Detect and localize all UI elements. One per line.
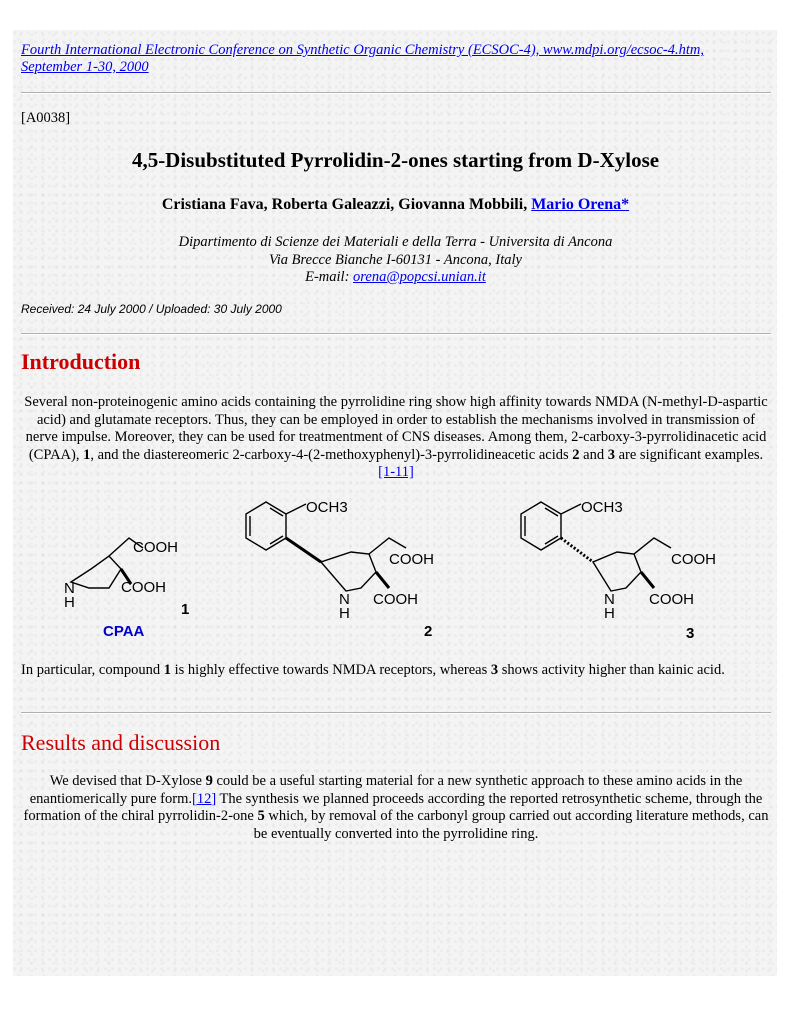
paper-title: 4,5-Disubstituted Pyrrolidin-2-ones starting from D-Xylose: [131, 148, 660, 172]
nh-n-label: N: [604, 591, 615, 608]
reference-link[interactable]: [12]: [191, 790, 217, 807]
affiliation: [0, 234, 791, 287]
compound-label-3: 3: [686, 625, 695, 642]
email-link[interactable]: orena@popcsi.unian.it: [353, 269, 486, 285]
email-line: [0, 269, 791, 287]
results-heading: Results and discussion: [21, 730, 221, 755]
conference-link[interactable]: Fourth International Electronic Conference on Synthetic Organic Chemistry (ECSOC-4), www.mdpi.org/ecsoc-4.htm, September 1-30, 2000: [21, 42, 705, 75]
structures-figure: [21, 496, 771, 646]
affiliation-line-1: Dipartimento di Scienze dei Materiali e della Terra - Universita di Ancona: [178, 234, 613, 250]
och3-label: OCH3: [581, 499, 623, 516]
introduction-paragraph-2: In particular, compound 1 is highly effective towards NMDA receptors, whereas 3 shows activity higher than kainic acid.: [21, 662, 725, 678]
cooh-label: COOH: [373, 591, 418, 608]
authors-list: Cristiana Fava, Roberta Galeazzi, Giovanna Mobbili,: [161, 196, 528, 213]
nh-n-label: N: [339, 591, 350, 608]
cooh-label: COOH: [671, 551, 716, 568]
cooh-label: COOH: [649, 591, 694, 608]
chemical-structures: [21, 496, 771, 646]
cooh-label: COOH: [121, 579, 166, 596]
divider: [21, 712, 771, 714]
compound-label-1: 1: [181, 601, 190, 618]
reference-link[interactable]: [1-11]: [378, 464, 414, 480]
nh-h-label: H: [64, 594, 75, 611]
compound-label-2: 2: [424, 623, 433, 640]
affiliation-line-2: Via Brecce Bianche I-60131 - Ancona, Italy: [269, 251, 522, 268]
nh-h-label: H: [339, 605, 350, 622]
divider: [21, 92, 771, 94]
cooh-label: COOH: [133, 539, 178, 556]
email-label: E-mail:: [305, 269, 350, 285]
introduction-paragraph: Several non-proteinogenic amino acids containing the pyrrolidine ring show high affinity towards NMDA (N-methyl-D-aspartic acid) and glutamate receptors. Thus, they can be employed in order to establish the mechanisms involved in transmission of nerve impulse. Moreover, they can be used for treatmentment of CNS diseases. Among them, 2-carboxy-3-pyrrolidinacetic acid (CPAA), 1, and the diastereomeric 2-carboxy-4-(2-methoxyphenyl)-3-pyrrolidineacetic acids 2 and 3 are significant examples. [1-11]: [24, 394, 768, 480]
authors: [0, 196, 791, 214]
cpaa-label: CPAA: [103, 623, 145, 640]
corresponding-author-link[interactable]: Mario Orena*: [531, 196, 630, 213]
introduction-heading: Introduction: [21, 349, 141, 374]
nh-h-label: H: [604, 605, 615, 622]
received-date: Received: 24 July 2000 / Uploaded: 30 July 2000: [21, 302, 282, 316]
divider: [21, 333, 771, 335]
results-paragraph: We devised that D-Xylose 9 could be a useful starting material for a new synthetic approach to these amino acids in the enantiomerically pure form.[12] The synthesis we planned proceeds according the reported retrosynthetic scheme, through the formation of the chiral pyrrolidin-2-one 5 which, by removal of the carbonyl group carried out according literature methods, can be eventually converted into the pyrrolidine ring.: [23, 773, 769, 842]
abstract-code: [A0038]: [21, 110, 71, 126]
och3-label: OCH3: [306, 499, 348, 516]
nh-n-label: N: [64, 580, 75, 597]
cooh-label: COOH: [389, 551, 434, 568]
